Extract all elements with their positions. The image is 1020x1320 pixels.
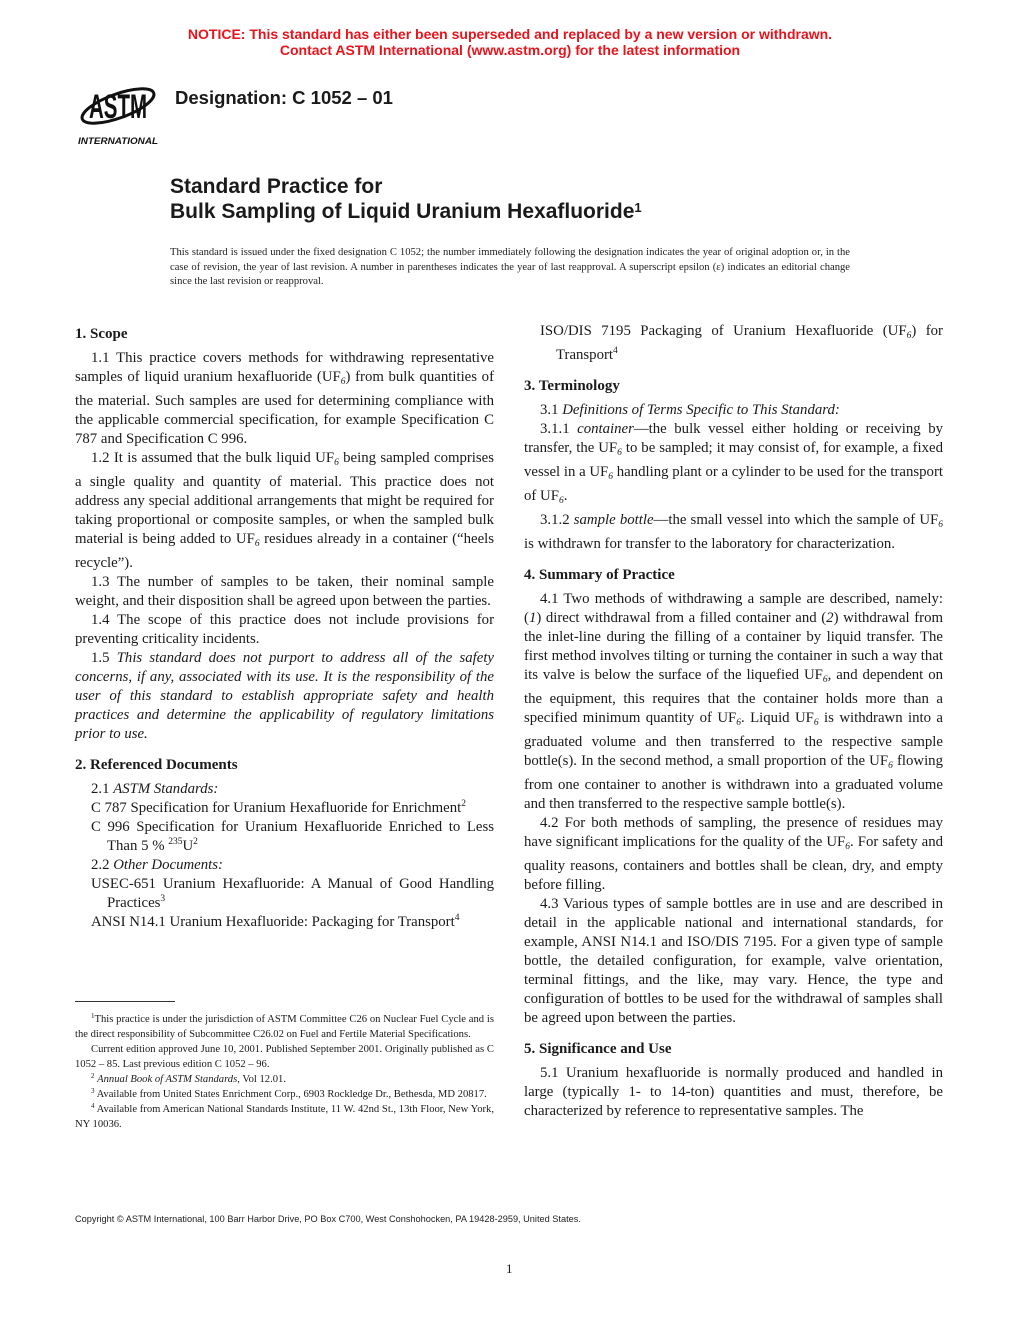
text-run: , Vol 12.01. [237,1074,286,1085]
superscript: 235 [168,837,183,847]
text-run: 4.2 For both methods of sampling, the presence of residues may have significant implications for the quality of the UF [524,815,943,850]
text-run: C 996 Specification for Uranium Hexafluoride Enriched to Less Than 5 % [91,819,494,854]
title-line-1: Standard Practice for [170,175,383,198]
svg-text:INTERNATIONAL: INTERNATIONAL [78,136,158,146]
paragraph [524,895,943,1028]
reference-item [75,818,494,856]
text-run: is withdrawn into a graduated volume and then transferred to the respective sample bottle(s). In the second method, a small proportion of the UF [524,710,943,769]
paragraph [524,401,943,420]
text-run: 1.2 It is assumed that the bulk liquid UF [91,450,335,466]
text-run: ) direct withdrawal from a filled container and ( [536,610,827,626]
svg-text:ASTM: ASTM [89,88,147,126]
superscript: 1 [91,1012,95,1020]
subscript: 6 [340,377,346,387]
text-run: Available from American National Standards Institute, 11 W. 42nd St., 13th Floor, New York, NY 10036. [75,1104,494,1130]
italic-run: Definitions of Terms Specific to This Standard: [562,402,840,418]
text-run: 1.4 The scope of this practice does not include provisions for preventing criticality incidents. [75,612,494,647]
superscript: 3 [91,1087,95,1095]
text-run: 4. Summary of Practice [524,567,675,583]
subscript: 6 [558,496,564,506]
reference-item [524,322,943,365]
superscript: 2 [461,799,466,809]
text-run: handling plant or a cylinder to be used for the transport of UF [524,464,943,504]
italic-run: This standard does not purport to address all of the safety concerns, if any, associated with its use. It is the responsibility of the user of this standard to establish appropriate safety and health practices and determine the applicability of regulatory limitations prior to use. [75,650,494,742]
subscript: 6 [736,718,742,728]
subscript: 6 [822,675,828,685]
footnote-divider [75,1001,175,1002]
title-footnote-ref: 1 [634,200,642,215]
text-run: . [563,488,568,504]
text-run: USEC-651 Uranium Hexafluoride: A Manual of Good Handling Practices [91,876,494,911]
copyright: Copyright © ASTM International, 100 Barr Harbor Drive, PO Box C700, West Conshohocken, PA 19428-2959, United States. [75,1214,581,1224]
text-run: . Liquid UF [741,710,814,726]
text-run: 3.1.1 [540,421,578,437]
text-run: —the small vessel into which the sample of UF [653,512,939,528]
text-run: This practice is under the jurisdiction of ASTM Committee C26 on Nuclear Fuel Cycle and is the direct responsibility of Subcommittee C26.02 on Fuel and Fertile Material Specifications. [75,1014,494,1040]
superscript: 4 [91,1102,95,1110]
text-run: —the bulk vessel either holding or receiving by transfer, the UF [524,421,944,456]
text-run: 3.1 [540,402,563,418]
reference-item [75,799,494,818]
subscript: 6 [845,842,851,852]
superscript: 3 [160,894,166,904]
section-heading [524,377,943,396]
section-heading [75,756,494,775]
text-run: residues already in a container (“heels recycle”). [75,531,495,571]
paragraph [75,573,494,611]
text-run: ANSI N14.1 Uranium Hexafluoride: Packaging for Transport [91,914,455,930]
paragraph [524,420,943,511]
paragraph [75,449,494,573]
text-run: being sampled comprises a single quality and quantity of material. This practice does not address any special additional arrangements that might be required for taking proportional or composite samples, or when the sampled bulk material is being added to UF [75,450,494,547]
superscript: 2 [91,1072,95,1080]
italic-run: 1 [528,610,537,626]
paragraph [75,1042,494,1072]
text-run: 2.1 [91,781,114,797]
text-run: ) for Transport [556,323,943,363]
paragraph [75,780,494,799]
text-run: 3. Terminology [524,378,620,394]
subscript: 6 [906,331,912,341]
text-run: 5.1 Uranium hexafluoride is normally produced and handled in large (typically 1- to 14-ton) quantities and must, therefore, be characterized by reference to representative samples. The [524,1065,943,1119]
text-run: U [182,838,194,854]
text-run: 3.1.2 [540,512,574,528]
text-run: is withdrawn for transfer to the laboratory for characterization. [524,536,895,552]
text-run: 2.2 [91,857,114,873]
reference-item [75,875,494,913]
text-run: Current edition approved June 10, 2001. Published September 2001. Originally published as C 1052 – 85. Last previous edition C 1052 – 96. [75,1044,494,1070]
section-heading [524,1040,943,1059]
reference-item [75,913,494,932]
section-heading [75,325,494,344]
title-text: Bulk Sampling of Liquid Uranium Hexafluoride [170,200,635,223]
italic-run: 2 [826,610,834,626]
text-run: 2. Referenced Documents [75,757,238,773]
text-run: 1. Scope [75,326,128,342]
text-run: 1.3 The number of samples to be taken, their nominal sample weight, and their disposition shall be agreed upon between the parties. [75,574,494,609]
text-run: 4.3 Various types of sample bottles are in use and are described in detail in the applicable national and international standards, for example, ANSI N14.1 and ISO/DIS 7195. For a given type of sample bottle, the detailed configuration, for example, valve orientation, terminal fittings, and the like, may vary. Hence, the type and configuration of bottles to be used for the withdrawal of samples shall be agreed upon between the parties. [524,896,943,1026]
paragraph [75,1102,494,1132]
text-run: . For safety and quality reasons, containers and bottles shall be clean, dry, and empty before filling. [524,834,943,893]
right-column [524,322,943,1121]
subscript: 6 [888,761,893,771]
text-run: Available from United States Enrichment Corp., 6903 Rockledge Dr., Bethesda, MD 20817. [94,1089,487,1100]
superscript: 4 [454,913,460,923]
subscript: 6 [617,448,622,458]
page-number: 1 [506,1261,513,1276]
paragraph [524,511,943,554]
italic-run: container [577,421,634,437]
title-line-2 [170,199,642,224]
paragraph [75,611,494,649]
paragraph [75,1012,494,1042]
paragraph [75,649,494,744]
superscript: 4 [613,346,618,356]
text-run: C 787 Specification for Uranium Hexafluoride for Enrichment [91,800,462,816]
text-run: , and dependent on the equipment, this requires that the container holds more than a specified minimum quantity of UF [524,667,943,726]
italic-run: sample bottle [573,512,654,528]
text-run: flowing from one container to another is withdrawn into a graduated volume and then transferred to the respective sample bottle(s). [524,753,943,812]
paragraph [75,1072,494,1087]
italic-run: Other Documents: [113,857,223,873]
paragraph [524,1064,943,1121]
subscript: 6 [938,520,943,530]
issued-note: This standard is issued under the fixed designation C 1052; the number immediately following the designation indicates the year of original adoption or, in the case of revision, the year of last revision. A number in parentheses indicates the year of last reapproval. A superscript epsilon (ε) indicates an editorial change since the last revision or reapproval. [170,247,850,288]
superscript: 2 [193,837,198,847]
section-heading [524,566,943,585]
text-run: ) from bulk quantities of the material. Such samples are used for determining compliance with the applicable commercial specification, for example Specification C 787 and Specification C 996. [75,369,494,447]
subscript: 6 [334,458,339,468]
paragraph [75,1087,494,1102]
text-run: ISO/DIS 7195 Packaging of Uranium Hexafluoride (UF [540,323,907,339]
paragraph [524,590,943,814]
document-title [170,174,642,224]
italic-run: Annual Book of ASTM Standards [97,1074,238,1085]
subscript: 6 [813,718,819,728]
paragraph [524,814,943,895]
astm-logo-icon [76,78,160,148]
notice-line-2: Contact ASTM International (www.astm.org) for the latest information [279,41,741,58]
italic-run: ASTM Standards: [113,781,219,797]
left-column [75,322,494,932]
text-run: to be sampled; it may consist of, for example, a fixed vessel in a UF [524,440,943,480]
subscript: 6 [608,472,614,482]
paragraph [75,856,494,875]
text-run: 4.1 Two methods of withdrawing a sample are described, namely: ( [524,591,943,626]
text-run: ) withdrawal from the inlet-line during the filling of a container by liquid transfer. The first method involves tilting or turning the container in such a way that its valve is below the surface of the liquefied UF [524,610,944,683]
text-run: 5. Significance and Use [524,1041,672,1057]
designation: Designation: C 1052 – 01 [175,87,393,108]
text-run: 1.5 [91,650,117,666]
paragraph [75,349,494,449]
notice-line-1: NOTICE: This standard has either been superseded and replaced by a new version or withdrawn. [187,26,833,42]
footnotes [75,1012,494,1132]
subscript: 6 [254,539,260,549]
text-run: 1.1 This practice covers methods for withdrawing representative samples of liquid uranium hexafluoride (UF [75,350,494,385]
withdrawn-notice [0,27,1020,58]
